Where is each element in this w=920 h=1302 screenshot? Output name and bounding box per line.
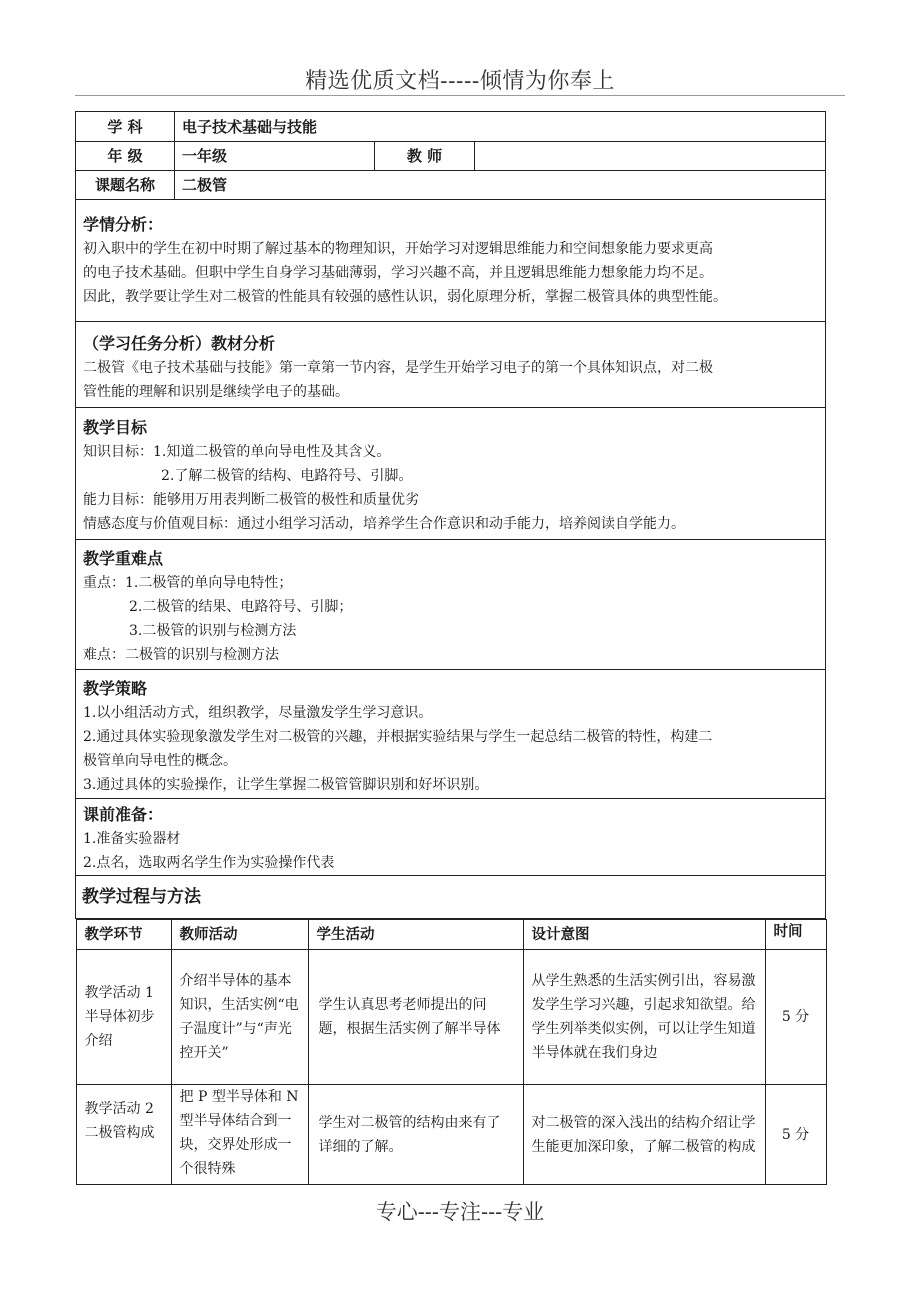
process-table-row [76,919,826,1186]
student-analysis-title: 学情分析： [83,214,164,234]
emotion-objective: 情感态度与价值观目标：通过小组学习活动，培养学生合作意识和动手能力，培养阅读自学能力。 [83,515,685,532]
topic-row [76,171,826,200]
preparation-title: 课前准备： [83,804,164,824]
row-design: 从学生熟悉的生活实例引出，容易激发学生学习兴趣，引起求知欲望。给学生列举类似实例，可以让学生知道半导体就在我们身边 [523,950,765,1085]
key-point-1: 重点：1.二极管的单向导电特性； [83,574,293,591]
strategy-line-2a: 2.通过具体实验现象激发学生对二极管的兴趣，并根据实验结果与学生一起总结二极管的特性，构建二 [83,729,713,745]
header-teacher: 教师活动 [171,920,308,950]
strategy-section [76,670,826,799]
student-analysis-line: 的电子技术基础。但职中学生自身学习基础薄弱，学习兴趣不高，并且逻辑思维能力想象能力均不足。 [83,264,713,281]
page-header: 精选优质文档-----倾情为你奉上 [305,69,615,94]
subject-value: 电子技术基础与技能 [175,112,826,142]
header-stage: 教学环节 [76,920,171,950]
row-student: 学生对二极管的结构由来有了详细的了解。 [308,1085,523,1185]
grade-row [76,142,826,171]
process-table-cell [76,919,826,1186]
student-analysis-line: 初入职中的学生在初中时期了解过基本的物理知识，开始学习对逻辑思维能力和空间想象能力要求更高 [83,240,713,257]
process-title: 教学过程与方法 [82,887,201,907]
preparation-line-2: 2.点名，选取两名学生作为实验操作代表 [83,854,335,871]
material-analysis-row [76,322,826,408]
key-points-section [76,540,826,670]
preparation-section [76,799,826,876]
objectives-section [76,408,826,540]
header-divider [75,95,845,96]
table-row [76,1085,826,1185]
row-design: 对二极管的深入浅出的结构介绍让学生能更加深印象，了解二极管的构成 [523,1085,765,1185]
table-row [76,950,826,1085]
process-title-cell [76,876,826,919]
grade-value: 一年级 [175,142,375,171]
objectives-row [76,408,826,540]
key-point-2: 2.二极管的结果、电路符号、引脚； [129,598,353,615]
row-student: 学生认真思考老师提出的问题，根据生活实例了解半导体 [308,950,523,1085]
row-stage: 教学活动 2 二极管构成 [76,1085,171,1185]
row-teacher: 介绍半导体的基本知识，生活实例“电子温度计”与“声光控开关” [171,950,308,1085]
topic-value: 二极管 [175,171,826,200]
objectives-title: 教学目标 [83,417,148,437]
row-teacher: 把 P 型半导体和 N 型半导体结合到一块，交界处形成一个很特殊 [171,1085,308,1185]
process-header-row [76,920,826,950]
lesson-plan-table [75,111,826,1185]
strategy-line-1: 1.以小组活动方式，组织教学，尽量激发学生学习意识。 [83,705,433,721]
material-analysis-line: 二极管《电子技术基础与技能》第一章第一节内容，是学生开始学习电子的第一个具体知识点，对二极 [83,359,713,376]
knowledge-objective-2: 2.了解二极管的结构、电路符号、引脚。 [161,467,413,484]
topic-label: 课题名称 [76,171,175,200]
process-table [76,919,827,1185]
student-analysis-line: 因此，教学要让学生对二极管的性能具有较强的感性认识，弱化原理分析，掌握二极管具体的典型性能。 [83,288,727,305]
preparation-line-1: 1.准备实验器材 [83,830,181,847]
header-design: 设计意图 [523,920,765,950]
strategy-line-3: 3.通过具体的实验操作，让学生掌握二极管管脚识别和好坏识别。 [83,777,489,793]
preparation-row [76,799,826,876]
material-analysis-section [76,322,826,408]
material-analysis-line: 管性能的理解和识别是继续学电子的基础。 [83,383,349,400]
student-analysis-section [76,200,826,322]
key-points-row [76,540,826,670]
row-time: 5 分 [765,1085,826,1185]
teacher-value [475,142,826,171]
row-time: 5 分 [765,950,826,1085]
knowledge-objective-1: 知识目标：1.知道二极管的单向导电性及其含义。 [83,443,391,460]
teacher-label: 教 师 [375,142,475,171]
strategy-title: 教学策略 [83,679,148,698]
header-student: 学生活动 [308,920,523,950]
ability-objective: 能力目标：能够用万用表判断二极管的极性和质量优劣 [83,491,419,508]
process-title-row [76,876,826,919]
row-stage: 教学活动 1 半导体初步介绍 [76,950,171,1085]
header-time: 时间 [765,920,826,950]
subject-row [76,112,826,142]
strategy-row [76,670,826,799]
grade-label: 年 级 [76,142,175,171]
page-footer: 专心---专注---专业 [375,1200,545,1224]
difficult-point: 难点：二极管的识别与检测方法 [83,646,279,663]
subject-label: 学 科 [76,112,175,142]
key-points-title: 教学重难点 [83,548,164,568]
student-analysis-row [76,200,826,322]
key-point-3: 3.二极管的识别与检测方法 [129,622,297,639]
strategy-line-2b: 极管单向导电性的概念。 [83,753,237,769]
material-analysis-title: （学习任务分析）教材分析 [83,333,276,353]
